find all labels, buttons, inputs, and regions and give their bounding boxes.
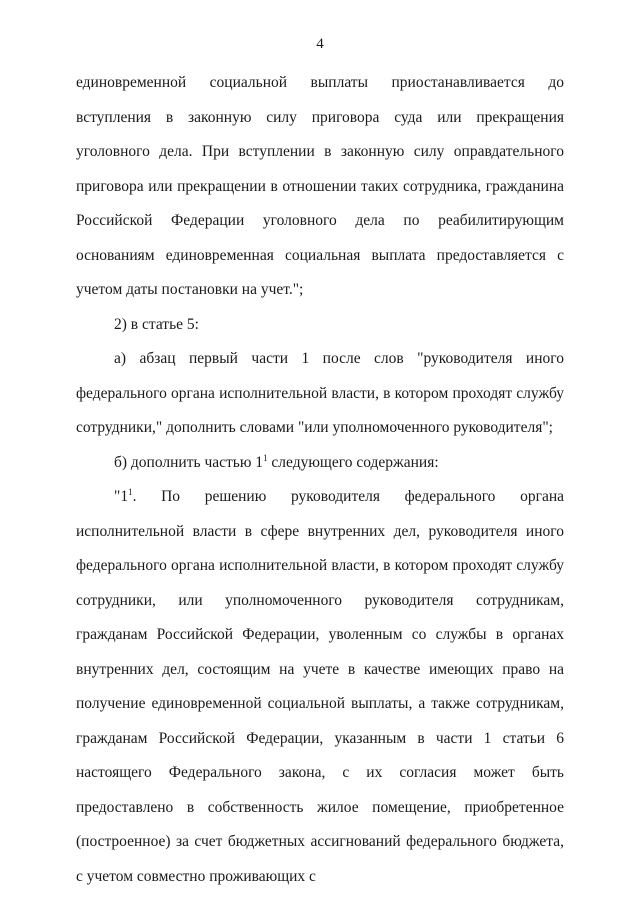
new-part-text: . По решению руководителя федерального органа исполнительной власти в сфере внутренних дел, руководителя иного федерального органа исполнительной власти, в котором проходят службу сотрудники, или уполномоченного руководителя сотрудникам, гражданам Российской Федерации, уволенным со службы в органах внутренних дел, состоящим на учете в качестве имеющих право на получение единовременной социальной выплаты, а также сотрудникам, гражданам Российской Федерации, указанным в части 1 статьи 6 настоящего Федерального закона, с их согласия может быть предоставлено в собственность жилое помещение, приобретенное (построенное) за счет бюджетных ассигнований федерального бюджета, с учетом совместно проживающих с	[76, 488, 564, 885]
new-part-superscript: 1	[128, 487, 133, 497]
page-number: 4	[316, 36, 324, 52]
paragraph-new-part	[76, 480, 564, 894]
paragraph-item-2: 2) в статье 5:	[114, 315, 199, 333]
new-part-number: "1	[114, 488, 129, 505]
item-b-text: б) дополнить частью 1	[114, 453, 264, 471]
document-body	[76, 66, 564, 894]
paragraph-item-a: а) абзац первый части 1 после слов "руководителя иного федерального органа исполнительной власти, в котором проходят службу сотрудники," дополнить словами "или уполномоченного руководителя";	[76, 350, 564, 436]
item-b-superscript: 1	[263, 452, 268, 463]
item-b-text-end: следующего содержания:	[267, 453, 439, 471]
paragraph-continuation: единовременной социальной выплаты приостанавливается до вступления в законную силу приговора суда или прекращения уголовного дела. При вступлении в законную силу оправдательного приговора или прекращении в отношении таких сотрудника, гражданина Российской Федерации уголовного дела по реабилитирующим основаниям единовременная социальная выплата предоставляется с учетом даты постановки на учет.";	[76, 74, 564, 298]
paragraph-item-b	[76, 446, 564, 481]
